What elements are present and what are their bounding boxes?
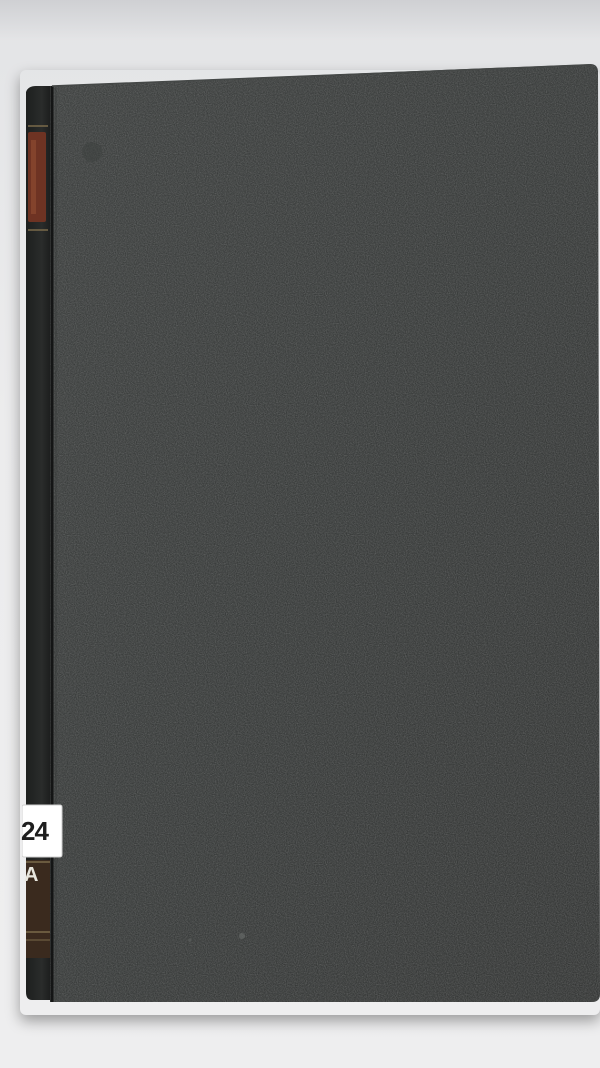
- spine-title-label-highlight: [31, 140, 36, 214]
- cover-grain-texture: [50, 64, 600, 1002]
- book: [22, 60, 600, 1005]
- book-drawing: [22, 60, 600, 1005]
- spine-title-label: [28, 132, 46, 222]
- cover-scuff-mark: [239, 933, 245, 939]
- cover-scuff-mark: [82, 142, 102, 162]
- call-number-text: 24: [21, 816, 48, 846]
- spine-initial-text: A: [24, 864, 39, 886]
- background-shadow: [0, 0, 600, 40]
- cover-scuff-mark: [188, 938, 191, 941]
